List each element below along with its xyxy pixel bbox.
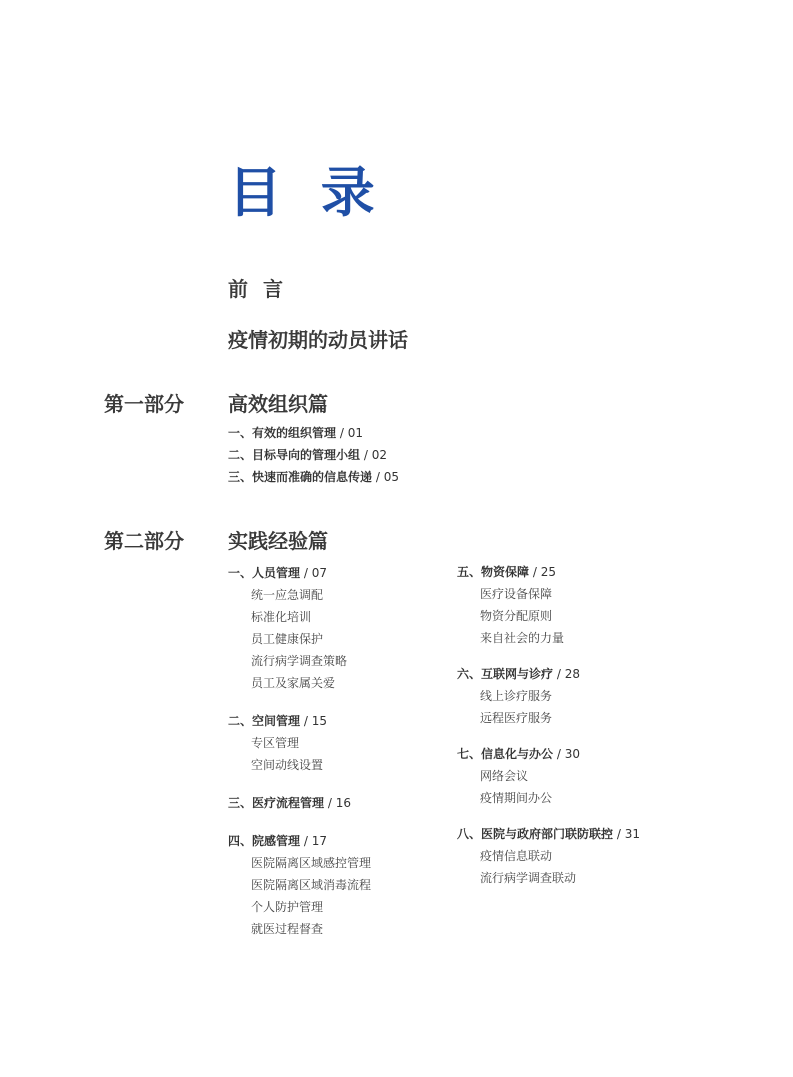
toc-sub-item[interactable]: 专区管理 bbox=[251, 736, 300, 750]
toc-sub-item[interactable]: 来自社会的力量 bbox=[480, 631, 565, 645]
toc-sub-item[interactable]: 流行病学调查联动 bbox=[480, 871, 577, 885]
toc-sub-item[interactable]: 远程医疗服务 bbox=[480, 711, 553, 725]
toc-sub-item[interactable]: 空间动线设置 bbox=[251, 758, 324, 772]
toc-group-heading[interactable]: 二、空间管理 / 15 bbox=[228, 714, 327, 728]
toc-group-heading[interactable]: 八、医院与政府部门联防联控 / 31 bbox=[457, 827, 640, 841]
toc-sub-item[interactable]: 疫情信息联动 bbox=[480, 849, 553, 863]
toc-sub-item[interactable]: 物资分配原则 bbox=[480, 609, 553, 623]
toc-group-heading[interactable]: 一、人员管理 / 07 bbox=[228, 566, 327, 580]
toc-sub-item[interactable]: 线上诊疗服务 bbox=[480, 689, 553, 703]
toc-group-personnel bbox=[228, 565, 371, 691]
toc-sub-item[interactable]: 疫情期间办公 bbox=[480, 791, 553, 805]
toc-mobilization-speech[interactable]: 疫情初期的动员讲话 bbox=[228, 328, 408, 352]
toc-group-space bbox=[228, 713, 371, 773]
part1-item[interactable]: 二、目标导向的管理小组 / 02 bbox=[228, 448, 387, 462]
toc-group-heading[interactable]: 五、物资保障 / 25 bbox=[457, 565, 556, 579]
part2-left-column bbox=[228, 565, 371, 943]
toc-preface[interactable]: 前 言 bbox=[228, 277, 287, 301]
part2-label: 第二部分 bbox=[104, 529, 184, 553]
part1-title[interactable]: 高效组织篇 bbox=[228, 392, 328, 416]
toc-group-heading[interactable]: 四、院感管理 / 17 bbox=[228, 834, 327, 848]
toc-sub-item[interactable]: 流行病学调查策略 bbox=[251, 654, 348, 668]
part2-right-column bbox=[457, 564, 640, 892]
toc-group-medical-process bbox=[228, 795, 371, 811]
toc-group-internet bbox=[457, 666, 640, 726]
toc-group-heading[interactable]: 七、信息化与办公 / 30 bbox=[457, 747, 580, 761]
part2-title[interactable]: 实践经验篇 bbox=[228, 529, 328, 553]
toc-sub-item[interactable]: 网络会议 bbox=[480, 769, 529, 783]
toc-group-infection-control bbox=[228, 833, 371, 937]
toc-sub-item[interactable]: 医院隔离区域消毒流程 bbox=[251, 878, 372, 892]
toc-group-it-office bbox=[457, 746, 640, 806]
toc-sub-item[interactable]: 医院隔离区域感控管理 bbox=[251, 856, 372, 870]
part1-item[interactable]: 一、有效的组织管理 / 01 bbox=[228, 426, 363, 440]
toc-sub-item[interactable]: 员工及家属关爱 bbox=[251, 676, 336, 690]
toc-group-supplies bbox=[457, 564, 640, 646]
part1-label: 第一部分 bbox=[104, 392, 184, 416]
toc-group-heading[interactable]: 三、医疗流程管理 / 16 bbox=[228, 796, 351, 810]
toc-sub-item[interactable]: 就医过程督查 bbox=[251, 922, 324, 936]
part1-item[interactable]: 三、快速而准确的信息传递 / 05 bbox=[228, 470, 399, 484]
toc-sub-item[interactable]: 员工健康保护 bbox=[251, 632, 324, 646]
toc-sub-item[interactable]: 标准化培训 bbox=[251, 610, 312, 624]
toc-group-heading[interactable]: 六、互联网与诊疗 / 28 bbox=[457, 667, 580, 681]
toc-group-joint-control bbox=[457, 826, 640, 886]
toc-sub-item[interactable]: 统一应急调配 bbox=[251, 588, 324, 602]
toc-sub-item[interactable]: 医疗设备保障 bbox=[480, 587, 553, 601]
page-title: 目 录 bbox=[228, 161, 385, 224]
toc-sub-item[interactable]: 个人防护管理 bbox=[251, 900, 324, 914]
